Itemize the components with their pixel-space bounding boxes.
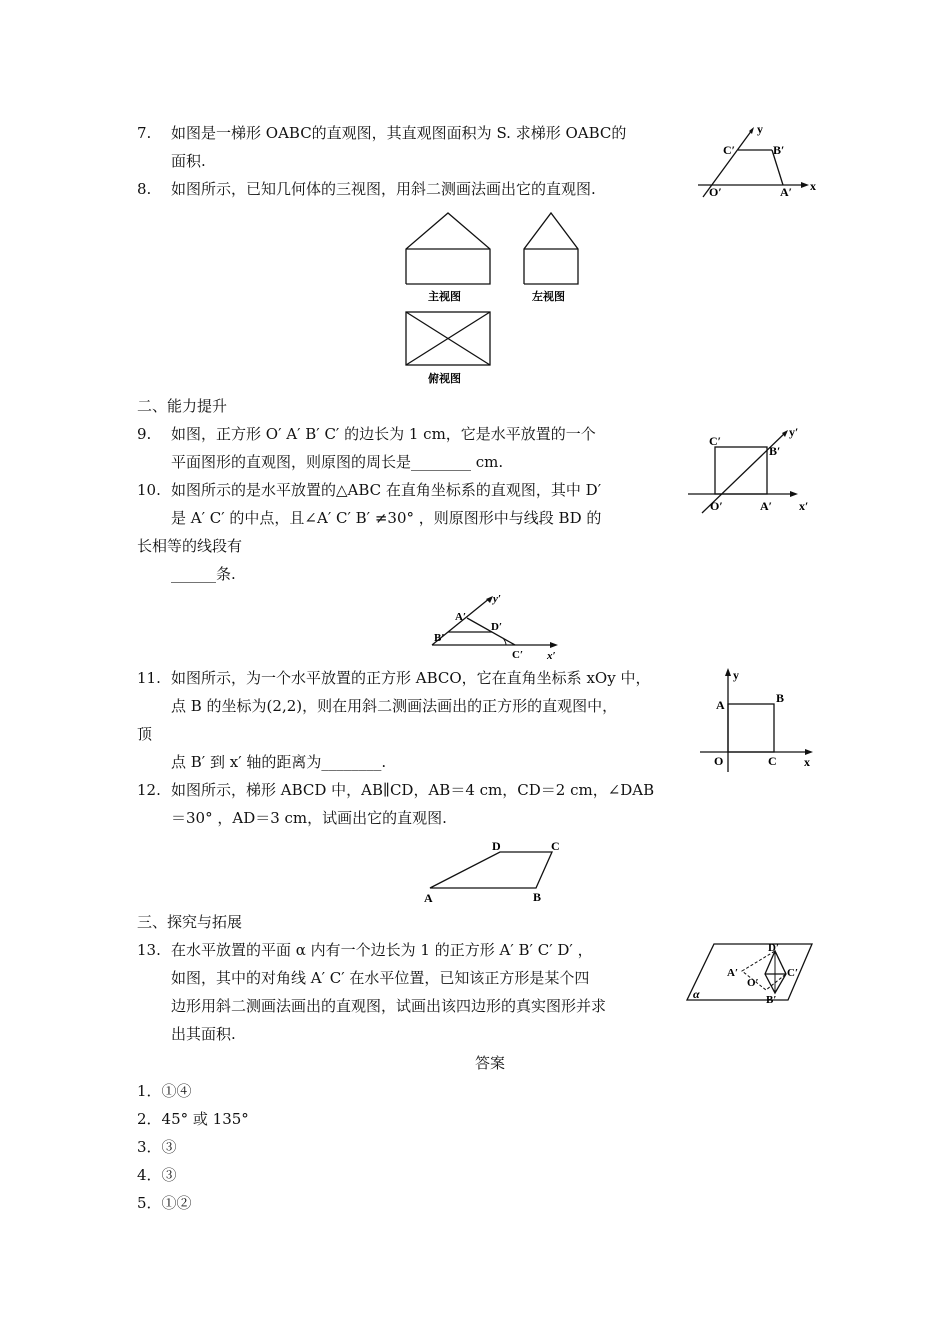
problem-9-number: 9. [137, 425, 152, 443]
answer-3: 3．③ [137, 1138, 177, 1156]
problem-12-number: 12. [137, 781, 161, 799]
problem-9-line-1: 如图，正方形 O′ A′ B′ C′ 的边长为 1 cm，它是水平放置的一个 [171, 425, 596, 443]
fig10-label-c: C′ [512, 649, 524, 661]
problem-7-number: 7. [137, 124, 152, 142]
fig7-label-a: A′ [780, 185, 793, 199]
answer-4: 4．③ [137, 1166, 177, 1184]
problem-9-line-2: 平面图形的直观图，则原图的周长是________ cm. [171, 453, 504, 471]
fig12-label-a: A [424, 891, 433, 905]
problem-12-line-1: 如图所示，梯形 ABCD 中，AB∥CD，AB＝4 cm，CD＝2 cm，∠DAB [171, 781, 655, 799]
fig9-label-a: A′ [760, 499, 773, 513]
fig10-label-x: x′ [547, 650, 556, 662]
fig7-label-x: x [810, 179, 816, 193]
fig12-label-d: D [492, 839, 501, 853]
fig9-label-y: y′ [789, 425, 799, 439]
fig7-label-y: y [757, 122, 763, 136]
answer-2: 2．45° 或 135° [137, 1110, 249, 1128]
answer-5: 5．①② [137, 1194, 192, 1212]
fig11-label-y: y [733, 668, 739, 682]
fig13-label-a: A′ [727, 967, 739, 979]
problem-10-line-4: ______条. [171, 565, 236, 583]
fig11-label-b: B [776, 691, 785, 705]
problem-13-number: 13. [137, 941, 161, 959]
fig11-label-x: x [804, 755, 810, 769]
problem-11-number: 11. [137, 669, 161, 687]
fig9-label-x: x′ [799, 499, 809, 513]
fig10-label-a: A′ [455, 611, 467, 623]
problem-11-line-2: 点 B 的坐标为(2,2)，则在用斜二测画法画出的正方形的直观图中， [171, 697, 618, 715]
fig13-label-d: D′ [768, 942, 780, 954]
problem-10-number: 10. [137, 481, 161, 499]
fig12-label-b: B [533, 890, 542, 904]
fig11-label-o: O [714, 754, 724, 768]
problem-8-line-1: 如图所示，已知几何体的三视图，用斜二测画法画出它的直观图. [171, 180, 596, 198]
fig10-label-y: y′ [493, 593, 501, 605]
fig8-caption-left: 左视图 [532, 290, 565, 303]
fig8-caption-top: 俯视图 [428, 372, 461, 385]
fig7-label-c: C′ [723, 143, 736, 157]
fig11-label-c: C [768, 754, 777, 768]
fig13-label-b: B′ [766, 994, 777, 1006]
problem-13-line-2: 如图，其中的对角线 A′ C′ 在水平位置，已知该正方形是某个四 [171, 969, 590, 987]
problem-12-line-2: ＝30° ，AD＝3 cm，试画出它的直观图. [171, 809, 447, 827]
problem-10-line-2: 是 A′ C′ 的中点，且∠A′ C′ B′ ≠30° ，则原图形中与线段 BD 的 [171, 509, 602, 527]
problem-13-line-4: 出其面积. [171, 1025, 236, 1043]
fig9-label-o: O′ [710, 499, 723, 513]
problem-10-line-3: 长相等的线段有 [137, 537, 243, 555]
problem-11-line-4: 点 B′ 到 x′ 轴的距离为________. [171, 753, 387, 771]
section-2-heading: 二、能力提升 [137, 397, 228, 415]
fig7-label-b: B′ [773, 143, 785, 157]
problem-7-line-2: 面积. [171, 152, 206, 170]
answers-title: 答案 [475, 1054, 506, 1072]
fig8-caption-front: 主视图 [428, 290, 461, 303]
fig10-label-b: B′ [434, 632, 445, 644]
problem-7-line-1: 如图是一梯形 OABC的直观图，其直观图面积为 S. 求梯形 OABC的 [171, 124, 627, 142]
fig13-label-o: O′ [747, 977, 759, 989]
fig9-label-b: B′ [769, 444, 781, 458]
fig11-label-a: A [716, 698, 725, 712]
problem-10-line-1: 如图所示的是水平放置的△ABC 在直角坐标系的直观图，其中 D′ [171, 481, 602, 499]
fig12-label-c: C [551, 839, 560, 853]
section-3-heading: 三、探究与拓展 [137, 913, 243, 931]
problem-11-line-1: 如图所示，为一个水平放置的正方形 ABCO，它在直角坐标系 xOy 中， [171, 669, 651, 687]
fig13-label-c: C′ [787, 967, 799, 979]
problem-8-number: 8. [137, 180, 152, 198]
fig9-label-c: C′ [709, 434, 722, 448]
fig7-label-o: O′ [709, 185, 722, 199]
problem-13-line-3: 边形用斜二测画法画出的直观图，试画出该四边形的真实图形并求 [171, 997, 607, 1015]
answer-1: 1．①④ [137, 1082, 192, 1100]
problem-11-line-3: 顶 [137, 725, 153, 743]
problem-13-line-1: 在水平放置的平面 α 内有一个边长为 1 的正方形 A′ B′ C′ D′ ， [171, 941, 593, 959]
fig10-label-d: D′ [491, 621, 503, 633]
fig13-label-alpha: α [693, 987, 700, 1001]
